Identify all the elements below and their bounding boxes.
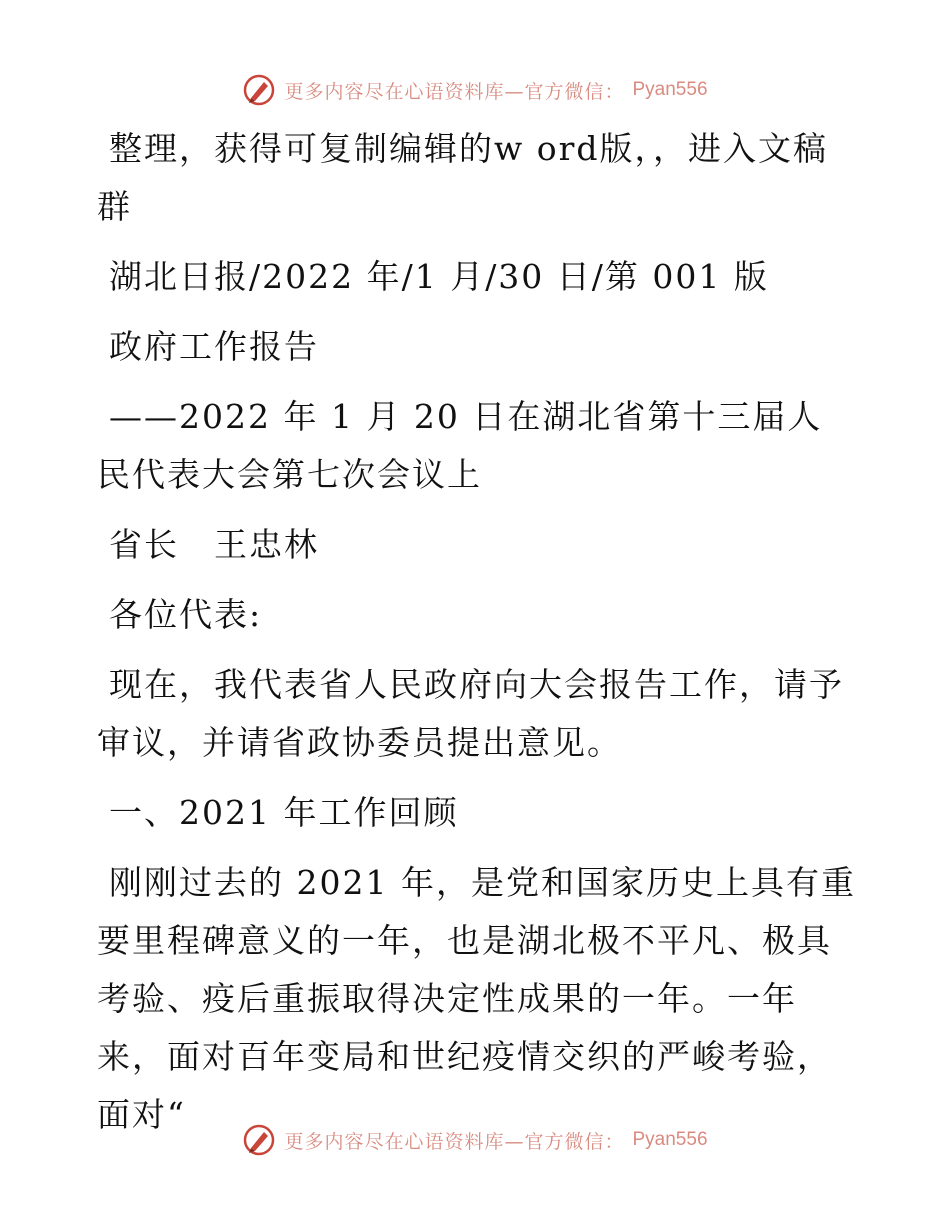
pen-logo-icon bbox=[242, 73, 276, 107]
document-body bbox=[97, 120, 857, 1156]
document-subtitle: ——2022 年 1 月 20 日在湖北省第十三届人民代表大会第七次会议上 bbox=[97, 397, 823, 494]
paragraph-intro: 现在，我代表省人民政府向大会报告工作，请予审议，并请省政协委员提出意见。 bbox=[97, 665, 844, 762]
salutation: 各位代表: bbox=[109, 595, 263, 634]
paragraph-note: 整理，获得可复制编辑的w ord版，，进入文稿群 bbox=[97, 129, 829, 226]
pen-logo-icon bbox=[242, 1123, 276, 1157]
watermark-handle: Pyan556 bbox=[632, 1129, 708, 1150]
watermark-text: 更多内容尽在心语资料库—官方微信： bbox=[284, 1130, 625, 1153]
document-title: 政府工作报告 bbox=[109, 327, 319, 366]
section-heading: 一、2021 年工作回顾 bbox=[109, 793, 459, 832]
watermark-handle: Pyan556 bbox=[632, 79, 708, 100]
paragraph-body: 刚刚过去的 2021 年，是党和国家历史上具有重要里程碑意义的一年，也是湖北极不平凡、极具考验、疫后重振取得决定性成果的一年。一年来，面对百年变局和世纪疫情交织的严峻考验，面对“ bbox=[97, 863, 856, 1134]
document-author: 省长 王忠林 bbox=[109, 525, 319, 564]
footer-watermark bbox=[0, 1120, 950, 1160]
watermark-text: 更多内容尽在心语资料库—官方微信： bbox=[284, 80, 625, 103]
header-watermark bbox=[0, 70, 950, 110]
paragraph-source: 湖北日报/2022 年/1 月/30 日/第 001 版 bbox=[109, 257, 769, 296]
